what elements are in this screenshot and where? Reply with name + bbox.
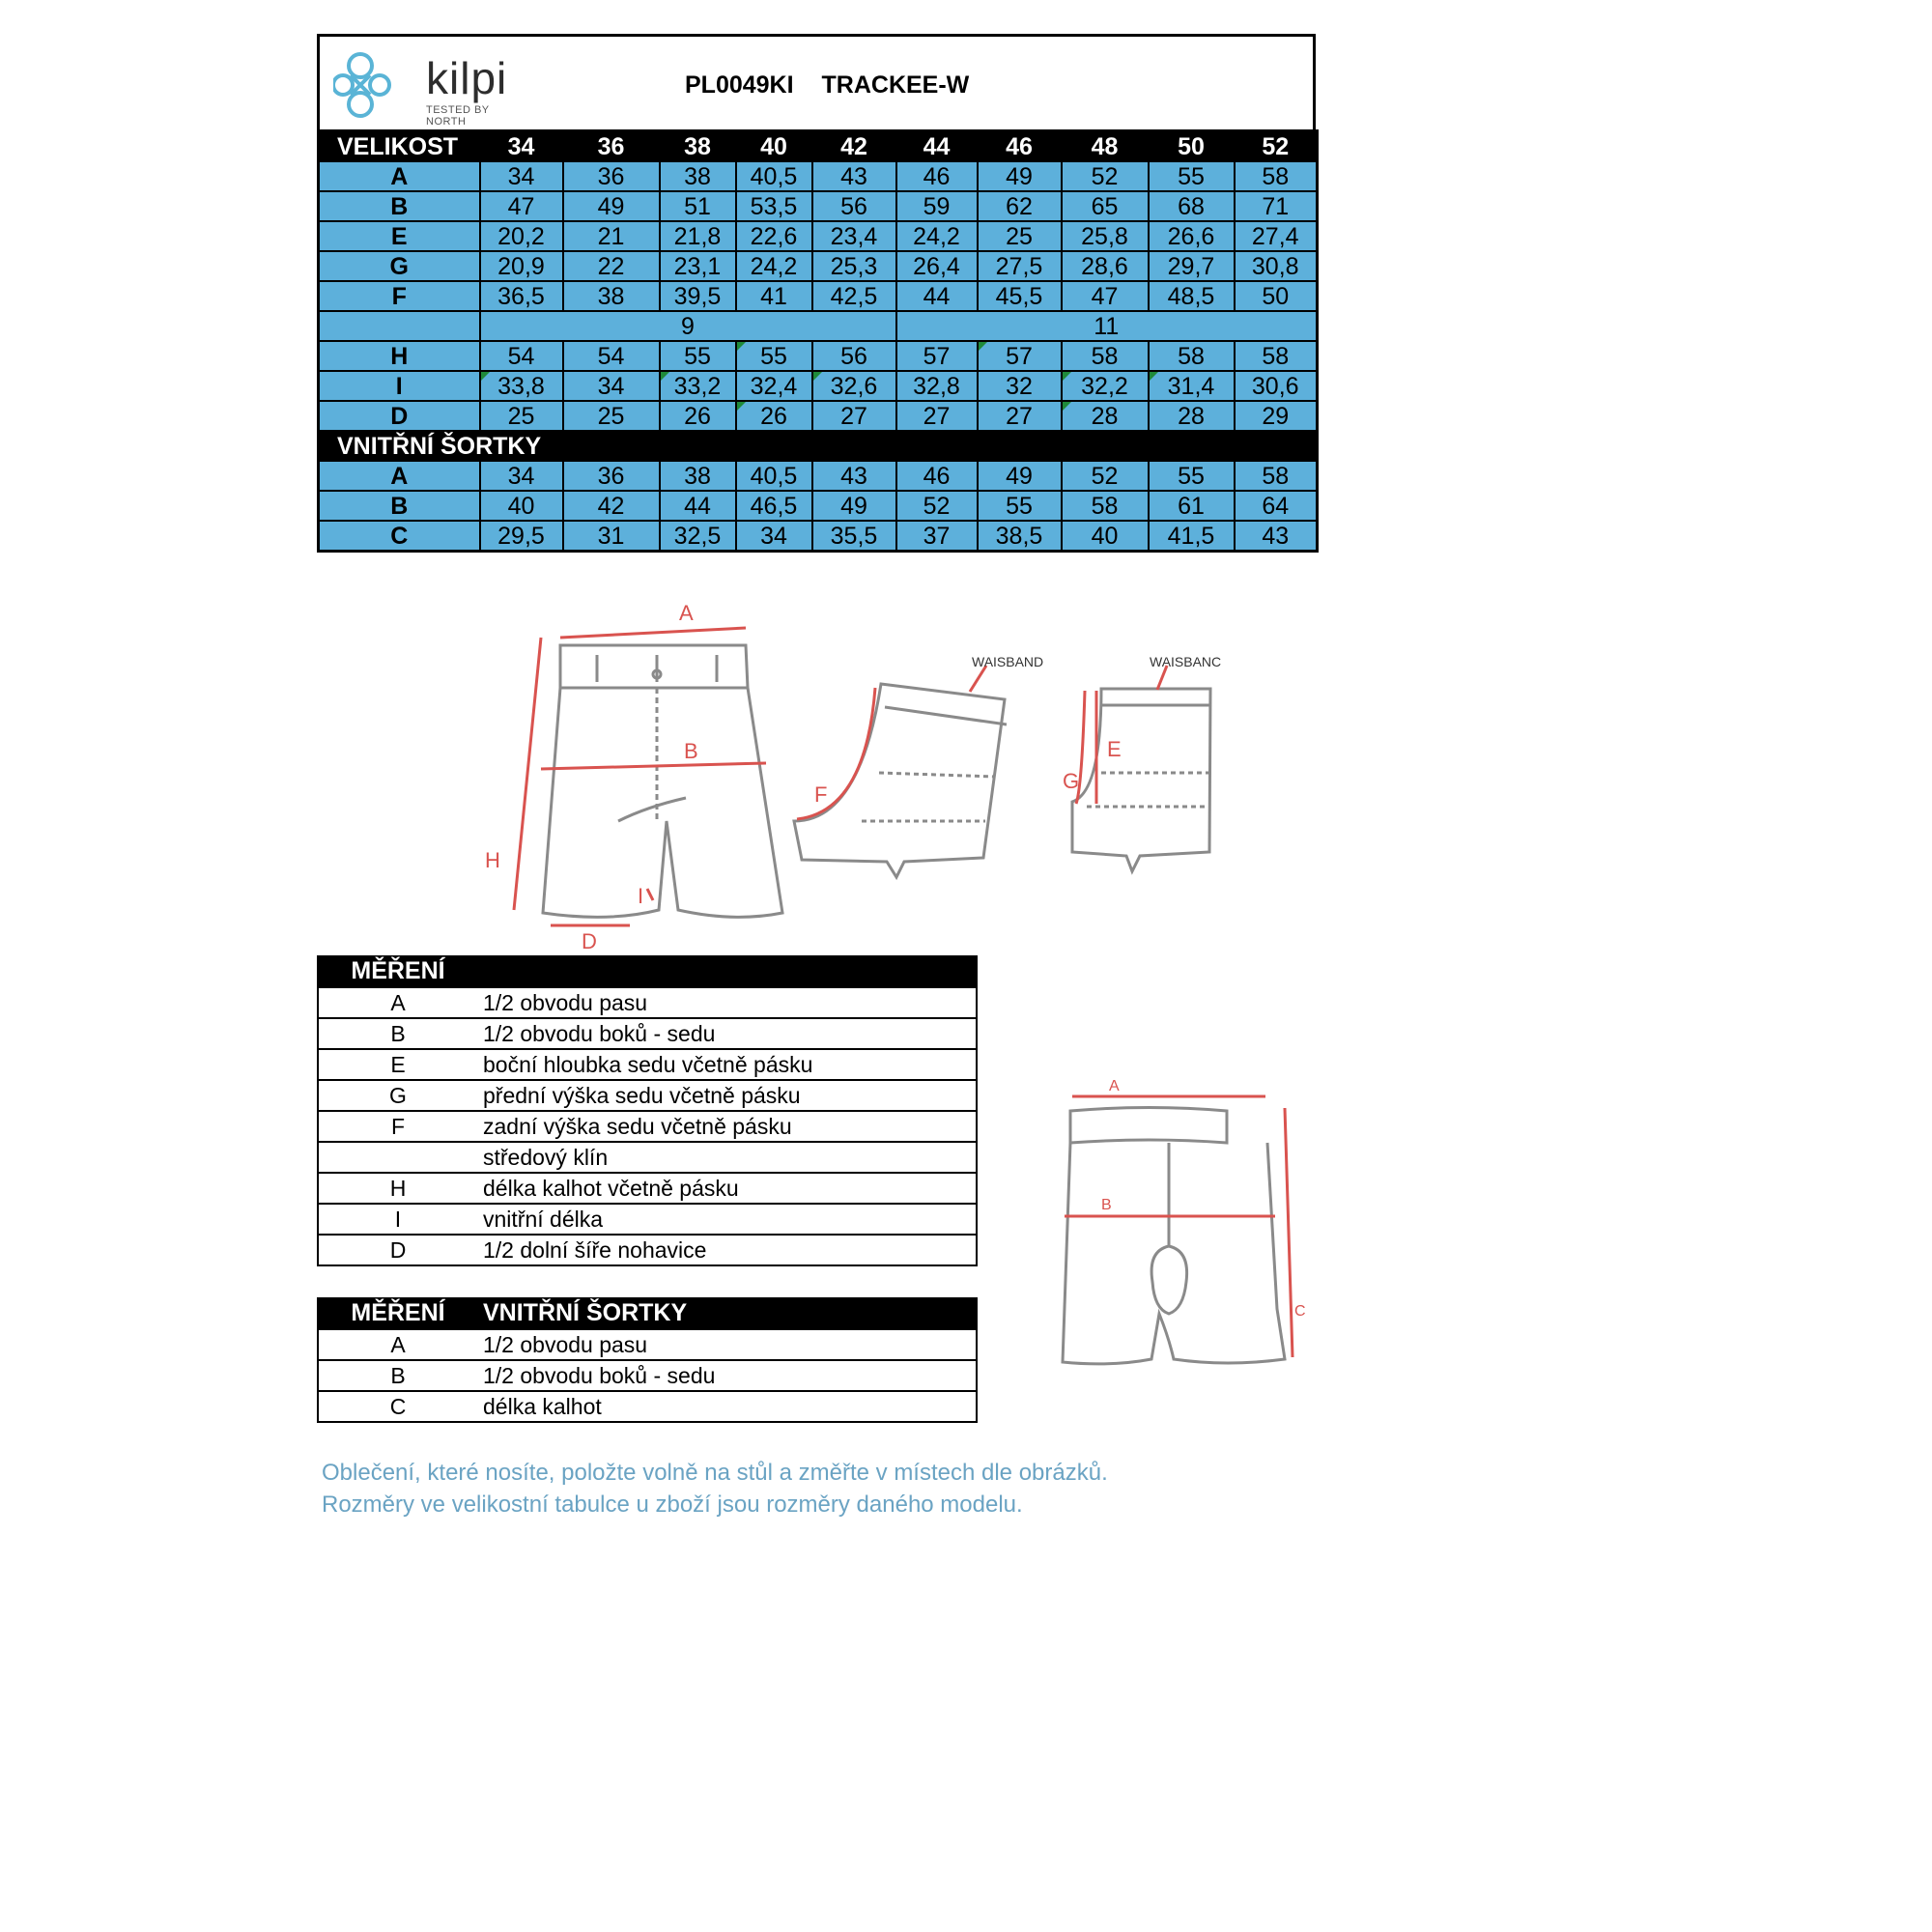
table-cell: 20,2 [480,221,563,251]
row-label: A [319,161,480,191]
table-cell: 61 [1149,491,1235,521]
measurement-row [318,1142,977,1173]
table-cell: 26,6 [1149,221,1235,251]
brand-name: kilpi [426,53,508,103]
table-cell: 25 [978,221,1062,251]
table-cell: 40,5 [736,161,812,191]
table-cell: 41 [736,281,812,311]
size-header: 46 [978,131,1062,162]
table-cell: 34 [480,461,563,491]
label-d: D [582,929,597,953]
inner-label-b: B [1101,1197,1112,1213]
measurement-header-label: MĚŘENÍ [318,955,477,987]
table-cell: 27,4 [1235,221,1318,251]
table-cell: 25 [563,401,660,431]
size-header: 38 [660,131,736,162]
table-cell: 30,8 [1235,251,1318,281]
table-cell: 32,6 [812,371,896,401]
table-cell: 44 [660,491,736,521]
label-g: G [1063,769,1080,793]
table-cell: 57 [978,341,1062,371]
table-cell: 31,4 [1149,371,1235,401]
table-row [319,221,1318,251]
measurement-description: délka kalhot [477,1391,977,1422]
inner-shorts-diagram [1053,1077,1323,1386]
table-cell: 40,5 [736,461,812,491]
row-label: H [319,341,480,371]
table-cell: 62 [978,191,1062,221]
size-header: 44 [896,131,978,162]
measurement-code: F [318,1111,477,1142]
measurement-code: H [318,1173,477,1204]
table-cell: 58 [1149,341,1235,371]
table-cell: 43 [1235,521,1318,552]
shorts-measurement-diagram [464,599,1294,956]
size-header: 34 [480,131,563,162]
table-cell: 22,6 [736,221,812,251]
table-cell: 32 [978,371,1062,401]
table-cell: 34 [736,521,812,552]
table-cell: 22 [563,251,660,281]
table-cell: 56 [812,341,896,371]
table-cell: 36,5 [480,281,563,311]
table-cell: 27 [978,401,1062,431]
row-label: B [319,191,480,221]
measurement-row [318,1235,977,1265]
measurement-code: B [318,1360,477,1391]
instruction-note-2: Rozměry ve velikostní tabulce u zboží jsou rozměry daného modelu. [322,1492,1023,1518]
table-cell: 48,5 [1149,281,1235,311]
table-cell: 55 [736,341,812,371]
waistband-label-1: WAISBAND [972,654,1044,669]
table-cell: 41,5 [1149,521,1235,552]
table-cell: 58 [1235,161,1318,191]
measurement-row [318,1111,977,1142]
table-cell: 52 [1062,161,1149,191]
table-cell: 46 [896,461,978,491]
table-cell: 23,4 [812,221,896,251]
table-cell: 64 [1235,491,1318,521]
table-cell: 39,5 [660,281,736,311]
table-cell: 44 [896,281,978,311]
table-cell: 54 [480,341,563,371]
size-chart-header [317,34,1316,129]
table-row [319,521,1318,552]
shorts-outline [543,645,782,917]
table-cell: 34 [563,371,660,401]
kilpi-logo [333,48,517,126]
table-cell: 58 [1235,341,1318,371]
label-a: A [679,601,694,625]
measurement-row [318,987,977,1018]
label-i: I [638,884,644,908]
product-title [685,71,969,99]
table-cell: 26 [660,401,736,431]
shorts-measure-lines [514,628,766,925]
size-header: 50 [1149,131,1235,162]
row-label: D [319,401,480,431]
table-cell: 32,8 [896,371,978,401]
table-cell: 49 [978,161,1062,191]
table-row [319,461,1318,491]
table-cell: 54 [563,341,660,371]
table-cell: 29 [1235,401,1318,431]
table-cell: 28,6 [1062,251,1149,281]
instruction-note-1: Oblečení, které nosíte, položte volně na stůl a změřte v místech dle obrázků. [322,1460,1108,1486]
logo-knot-icon [333,48,420,126]
table-row [319,401,1318,431]
table-cell: 55 [978,491,1062,521]
table-cell: 38,5 [978,521,1062,552]
table-cell: 27 [812,401,896,431]
table-cell: 33,2 [660,371,736,401]
row-label: E [319,221,480,251]
label-e: E [1107,737,1122,761]
table-cell: 30,6 [1235,371,1318,401]
measurement-description: 1/2 dolní šíře nohavice [477,1235,977,1265]
table-cell: 50 [1235,281,1318,311]
table-row [319,341,1318,371]
table-cell: 65 [1062,191,1149,221]
table-cell: 47 [480,191,563,221]
product-code: PL0049KI [685,71,794,99]
header-label: VNITŘNÍ ŠORTKY [319,431,1318,461]
table-cell: 27 [896,401,978,431]
table-cell: 29,5 [480,521,563,552]
table-cell: 43 [812,461,896,491]
label-f: F [814,782,828,807]
row-label: F [319,281,480,311]
row-label: I [319,371,480,401]
table-cell: 31 [563,521,660,552]
gusset-value-large: 11 [896,311,1318,341]
table-cell: 46 [896,161,978,191]
table-cell: 47 [1062,281,1149,311]
table-row [319,161,1318,191]
table-cell: 34 [480,161,563,191]
measurement-legend-body [318,955,977,1265]
measurement-code: B [318,1018,477,1049]
measurement-description: středový klín [477,1142,977,1173]
table-cell: 35,5 [812,521,896,552]
measurement-code: I [318,1204,477,1235]
side-view-back [794,684,1007,877]
measurement-row [318,1080,977,1111]
gusset-label [319,311,480,341]
measurement-description: vnitřní délka [477,1204,977,1235]
table-cell: 57 [896,341,978,371]
table-row [319,191,1318,221]
measurement-row [318,1204,977,1235]
measurement-code: C [318,1391,477,1422]
table-cell: 36 [563,161,660,191]
table-cell: 25,8 [1062,221,1149,251]
inner-measurement-header-label: MĚŘENÍ [318,1297,477,1329]
table-cell: 38 [660,461,736,491]
size-header: 36 [563,131,660,162]
measurement-description: zadní výška sedu včetně pásku [477,1111,977,1142]
table-cell: 40 [1062,521,1149,552]
table-cell: 36 [563,461,660,491]
measurement-legend-header [318,955,977,987]
table-cell: 49 [563,191,660,221]
row-label: A [319,461,480,491]
inner-label-a: A [1109,1078,1120,1094]
table-cell: 58 [1062,341,1149,371]
table-cell: 26,4 [896,251,978,281]
table-cell: 29,7 [1149,251,1235,281]
table-cell: 42,5 [812,281,896,311]
table-cell: 21 [563,221,660,251]
table-cell: 45,5 [978,281,1062,311]
table-cell: 27,5 [978,251,1062,281]
measurement-code: D [318,1235,477,1265]
inner-measurement-legend-header [318,1297,977,1329]
row-label: C [319,521,480,552]
measurement-row [318,1391,977,1422]
table-cell: 32,4 [736,371,812,401]
measurement-row [318,1018,977,1049]
measurement-row [318,1329,977,1360]
table-cell: 52 [1062,461,1149,491]
table-cell: 33,8 [480,371,563,401]
measurement-code [318,1142,477,1173]
table-cell: 51 [660,191,736,221]
gusset-value-small: 9 [480,311,896,341]
measurement-description: 1/2 obvodu boků - sedu [477,1018,977,1049]
measurement-row [318,1360,977,1391]
table-cell: 52 [896,491,978,521]
side-view-front [1072,689,1210,871]
size-table-body [319,131,1318,552]
gusset-row [319,311,1318,341]
product-name: TRACKEE-W [821,71,970,99]
table-cell: 25,3 [812,251,896,281]
table-cell: 23,1 [660,251,736,281]
table-cell: 24,2 [896,221,978,251]
table-cell: 26 [736,401,812,431]
measurement-description: boční hloubka sedu včetně pásku [477,1049,977,1080]
size-table [317,129,1319,553]
table-cell: 38 [563,281,660,311]
table-cell: 43 [812,161,896,191]
size-header: 42 [812,131,896,162]
measurement-description: 1/2 obvodu pasu [477,987,977,1018]
table-cell: 58 [1235,461,1318,491]
table-cell: 25 [480,401,563,431]
table-cell: 32,2 [1062,371,1149,401]
table-cell: 58 [1062,491,1149,521]
measurement-description: 1/2 obvodu boků - sedu [477,1360,977,1391]
size-header: 40 [736,131,812,162]
table-cell: 24,2 [736,251,812,281]
inner-shorts-measure-lines [1065,1096,1293,1357]
table-cell: 55 [660,341,736,371]
measurement-row [318,1049,977,1080]
brand-tagline: TESTED BY NORTH [426,104,490,128]
label-b: B [684,739,698,763]
table-cell: 28 [1149,401,1235,431]
row-label: B [319,491,480,521]
inner-shorts-outline [1063,1108,1285,1364]
table-cell: 20,9 [480,251,563,281]
measurement-legend-table [317,955,978,1266]
measurement-description: 1/2 obvodu pasu [477,1329,977,1360]
table-cell: 71 [1235,191,1318,221]
measurement-description: přední výška sedu včetně pásku [477,1080,977,1111]
table-cell: 56 [812,191,896,221]
inner-measurement-header-title: VNITŘNÍ ŠORTKY [477,1297,977,1329]
table-row [319,281,1318,311]
label-h: H [485,848,500,872]
inner-shorts-header-row [319,431,1318,461]
table-cell: 42 [563,491,660,521]
table-cell: 55 [1149,161,1235,191]
inner-measurement-legend-body [318,1297,977,1422]
size-header-row [319,131,1318,162]
size-header: 48 [1062,131,1149,162]
measurement-code: G [318,1080,477,1111]
table-row [319,491,1318,521]
table-cell: 38 [660,161,736,191]
table-cell: 68 [1149,191,1235,221]
measurement-row [318,1173,977,1204]
table-row [319,251,1318,281]
measurement-code: A [318,1329,477,1360]
table-cell: 55 [1149,461,1235,491]
inner-measurement-legend-table [317,1297,978,1423]
table-cell: 28 [1062,401,1149,431]
table-cell: 59 [896,191,978,221]
header-label: VELIKOST [319,131,480,162]
measurement-description: délka kalhot včetně pásku [477,1173,977,1204]
row-label: G [319,251,480,281]
measurement-code: A [318,987,477,1018]
table-cell: 49 [812,491,896,521]
table-cell: 40 [480,491,563,521]
table-cell: 21,8 [660,221,736,251]
table-row [319,371,1318,401]
table-cell: 46,5 [736,491,812,521]
table-cell: 53,5 [736,191,812,221]
table-cell: 37 [896,521,978,552]
size-header: 52 [1235,131,1318,162]
inner-label-c: C [1294,1303,1306,1320]
table-cell: 49 [978,461,1062,491]
waistband-label-2: WAISBANC [1150,654,1222,669]
table-cell: 32,5 [660,521,736,552]
measurement-code: E [318,1049,477,1080]
